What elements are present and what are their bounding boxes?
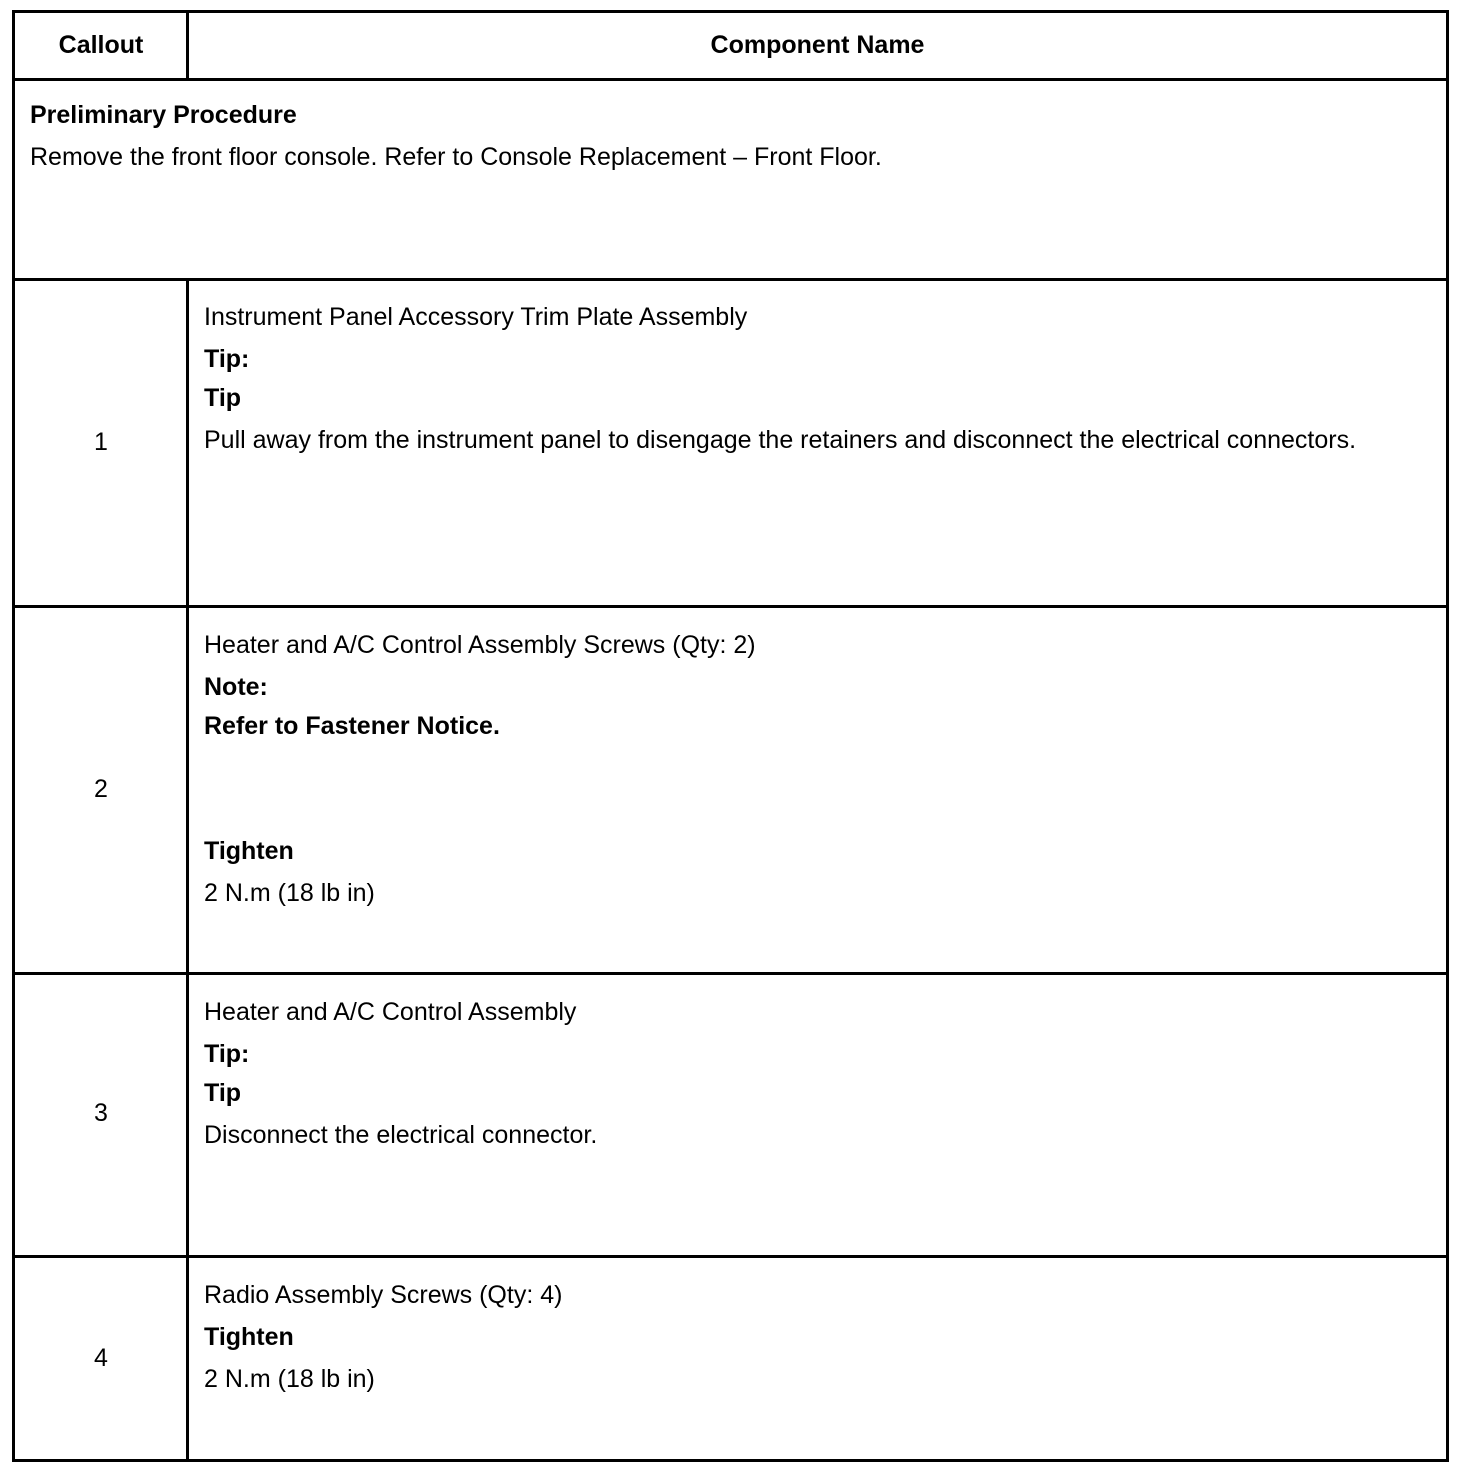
tip-label: Tip: — [204, 1040, 250, 1068]
table-border-right — [1446, 10, 1449, 1462]
note-text: Refer to Fastener Notice. — [204, 712, 500, 740]
tip-heading: Tip — [204, 1079, 242, 1107]
callout-number: 3 — [94, 1099, 108, 1127]
row-divider — [12, 1255, 1449, 1258]
callout-number: 1 — [94, 428, 108, 456]
table-border-left — [12, 10, 15, 1462]
row-divider — [12, 972, 1449, 975]
tighten-label: Tighten — [204, 837, 294, 865]
component-name: Heater and A/C Control Assembly Screws (Qty: 2) — [204, 631, 756, 659]
tip-text: Disconnect the electrical connector. — [204, 1121, 598, 1149]
tighten-label: Tighten — [204, 1323, 294, 1351]
header-callout: Callout — [58, 31, 144, 59]
callout-number: 2 — [94, 775, 108, 803]
callout-number: 4 — [94, 1344, 108, 1372]
component-name: Instrument Panel Accessory Trim Plate Assembly — [204, 303, 748, 331]
row-divider — [12, 278, 1449, 281]
tip-text: Pull away from the instrument panel to disengage the retainers and disconnect the electrical connectors. — [204, 426, 1357, 454]
component-name: Heater and A/C Control Assembly — [204, 998, 577, 1026]
preliminary-text: Remove the front floor console. Refer to Console Replacement – Front Floor. — [30, 143, 882, 171]
note-label: Note: — [204, 673, 268, 701]
table-border-bottom — [12, 1459, 1449, 1462]
preliminary-title: Preliminary Procedure — [30, 101, 297, 129]
row-divider — [12, 605, 1449, 608]
tip-heading: Tip — [204, 384, 242, 412]
component-name: Radio Assembly Screws (Qty: 4) — [204, 1281, 563, 1309]
tighten-value: 2 N.m (18 lb in) — [204, 1365, 375, 1393]
tighten-value: 2 N.m (18 lb in) — [204, 879, 375, 907]
tip-label: Tip: — [204, 345, 250, 373]
header-component-name: Component Name — [710, 31, 925, 59]
row-divider — [12, 78, 1449, 81]
